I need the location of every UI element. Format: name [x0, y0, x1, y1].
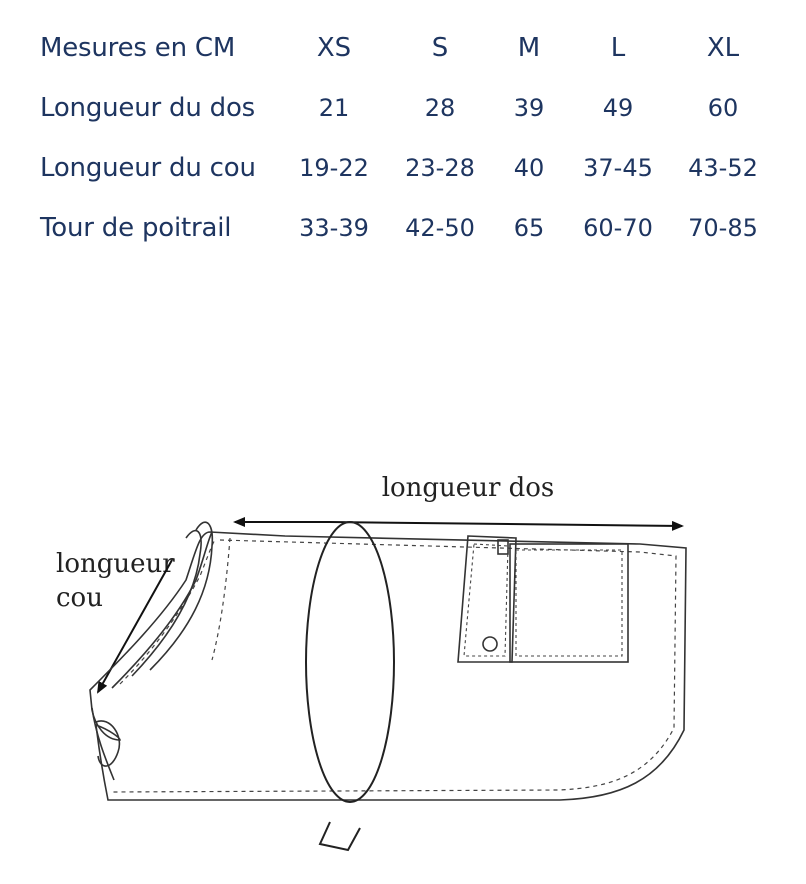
size-xl-header: XL	[706, 33, 740, 63]
table-cell: 60	[707, 94, 739, 122]
table-cell: 23-28	[405, 154, 475, 182]
coat-pocket	[458, 536, 628, 662]
table-cell: 21	[318, 94, 350, 122]
size-table	[40, 18, 778, 258]
header-label: Mesures en CM	[40, 33, 236, 63]
table-row	[40, 78, 778, 138]
row-label-back-length: Longueur du dos	[40, 93, 256, 123]
back-length-label: longueur dos	[381, 473, 555, 503]
neck-length-label-line1: longueur	[56, 549, 175, 579]
table-cell: 70-85	[688, 214, 758, 242]
table-cell: 60-70	[583, 214, 653, 242]
table-cell: 42-50	[405, 214, 475, 242]
row-label-neck-length: Longueur du cou	[40, 153, 256, 183]
size-xs-header: XS	[316, 33, 352, 63]
table-cell: 40	[513, 154, 545, 182]
size-table-header-row	[40, 18, 778, 78]
size-l-header: L	[610, 33, 626, 63]
pocket-stitching	[464, 544, 622, 656]
table-cell: 33-39	[299, 214, 369, 242]
table-cell: 37-45	[583, 154, 653, 182]
size-m-header: M	[517, 33, 541, 63]
table-cell: 43-52	[688, 154, 758, 182]
back-length-arrow-right	[330, 522, 682, 526]
table-cell: 19-22	[299, 154, 369, 182]
table-row	[40, 138, 778, 198]
dog-coat-diagram	[0, 440, 806, 884]
table-cell: 49	[602, 94, 634, 122]
table-row	[40, 198, 778, 258]
table-cell: 28	[424, 94, 456, 122]
neck-length-label-line2: cou	[56, 583, 103, 613]
size-s-header: S	[431, 33, 449, 63]
table-cell: 39	[513, 94, 545, 122]
table-cell: 65	[513, 214, 545, 242]
row-label-chest-girth: Tour de poitrail	[40, 213, 232, 243]
coat-outline	[90, 532, 686, 800]
